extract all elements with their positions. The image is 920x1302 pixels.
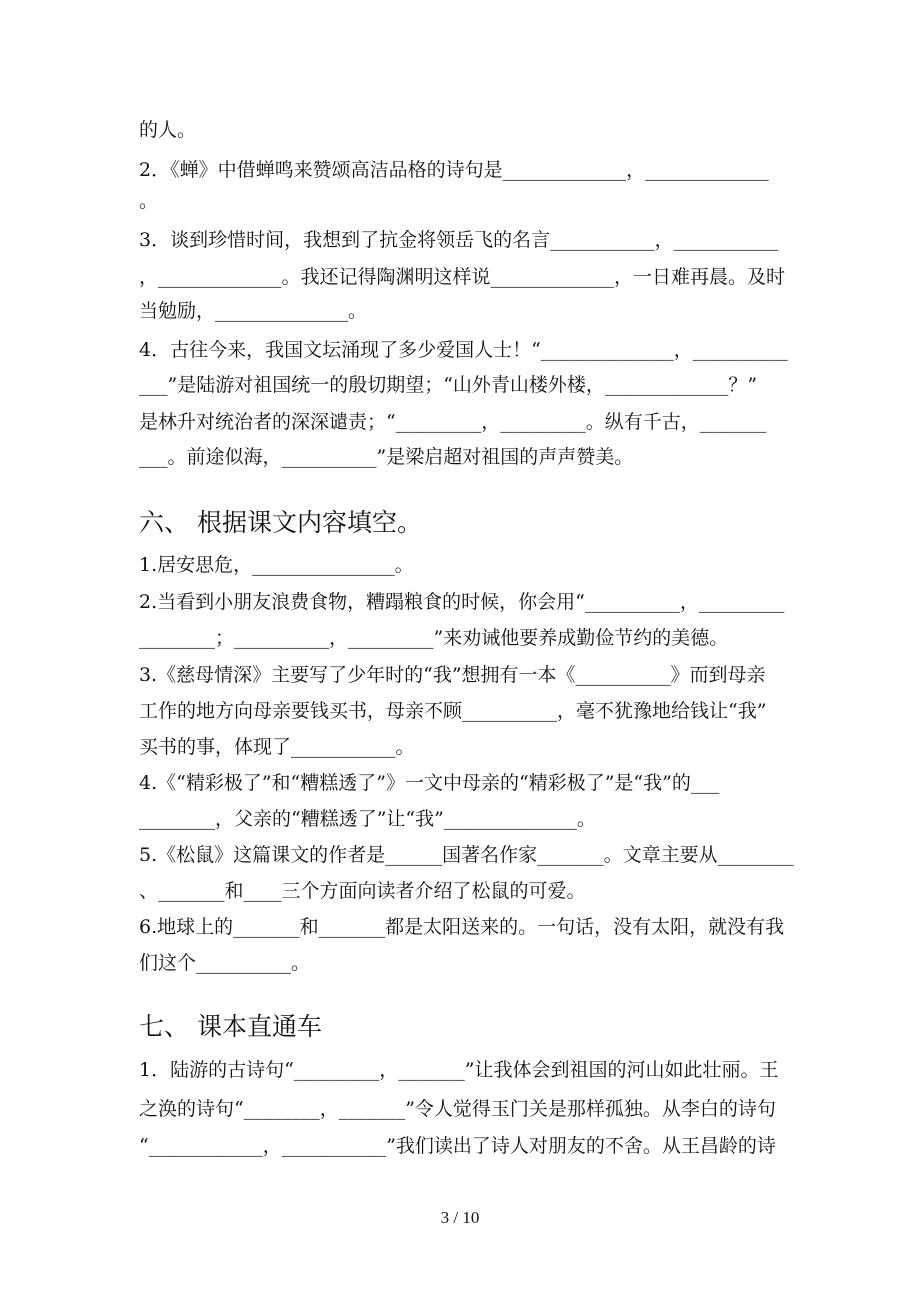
question-4-line-3: 是林升对统治者的深深谴责；“_________，_________。纵有千古，_______ [139, 411, 767, 433]
section-6-line: 2.当看到小朋友浪费食物，糟蹋粮食的时候，你会用“__________，_________ [139, 591, 785, 613]
section-7-heading: 七、 课本直通车 [139, 1012, 322, 1041]
question-3-line-3: 当勉励，______________。 [139, 300, 368, 322]
section-6-line: 、_______和____三个方面向读者介绍了松鼠的可爱。 [139, 880, 586, 902]
question-4-line-2: ___”是陆游对祖国统一的殷切期望；“山外青山楼外楼，_____________？” [139, 374, 758, 396]
section-6-line: 5.《松鼠》这篇课文的作者是______国著名作家_______。文章主要从________ [139, 844, 794, 866]
page-number: 3 / 10 [440, 1208, 480, 1227]
section-6-line: 4.《“精彩极了”和“糟糕透了”》一文中母亲的“精彩极了”是“我”的___ [139, 772, 720, 794]
section-6-line: ________；__________，_________”来劝诫他要养成勤俭节约的美德。 [139, 627, 729, 649]
section-6-heading: 六、 根据课文内容填空。 [139, 508, 422, 537]
question-3-line-1: 3．谈到珍惜时间，我想到了抗金将领岳飞的名言___________，___________ [139, 229, 779, 251]
question-2-line-1: 2．《蝉》中借蝉鸣来赞颂高洁品格的诗句是_____________，_____________ [139, 159, 769, 181]
question-4-line-1: 4．古往今来，我国文坛涌现了多少爱国人士！“______________，__________ [139, 339, 788, 361]
section-6-line: ________，父亲的“糟糕透了”让“我”______________。 [139, 808, 596, 830]
section-6-line: 6.地球上的_______和_______都是太阳送来的。一句话，没有太阳，就没有我 [139, 916, 785, 938]
question-4-line-4: ___。前途似海，__________”是梁启超对祖国的声声赞美。 [139, 446, 634, 468]
text-line: 的人。 [139, 119, 197, 141]
section-6-line: 工作的地方向母亲要钱买书，母亲不顾__________，毫不犹豫地给钱让“我” [139, 700, 767, 722]
section-6-line: 们这个__________。 [139, 952, 311, 974]
question-3-line-2: ，_____________。我还记得陶渊明这样说_____________，一日难再晨。及时 [139, 266, 786, 288]
section-7-line: 1．陆游的古诗句“_________，_______”让我体会到祖国的河山如此壮丽。王 [139, 1059, 779, 1081]
section-7-line: 之涣的诗句“________，_______”令人觉得玉门关是那样孤独。从李白的诗句 [139, 1098, 776, 1120]
section-6-line: 买书的事，体现了___________。 [139, 736, 415, 758]
section-7-line: “____________，___________”我们读出了诗人对朋友的不舍。从王昌龄的诗 [139, 1135, 776, 1157]
section-6-line: 3.《慈母情深》主要写了少年时的“我”想拥有一本《__________》而到母亲 [139, 664, 766, 686]
section-6-line: 1.居安思危，_______________。 [139, 554, 414, 576]
question-2-line-2: 。 [139, 190, 159, 212]
